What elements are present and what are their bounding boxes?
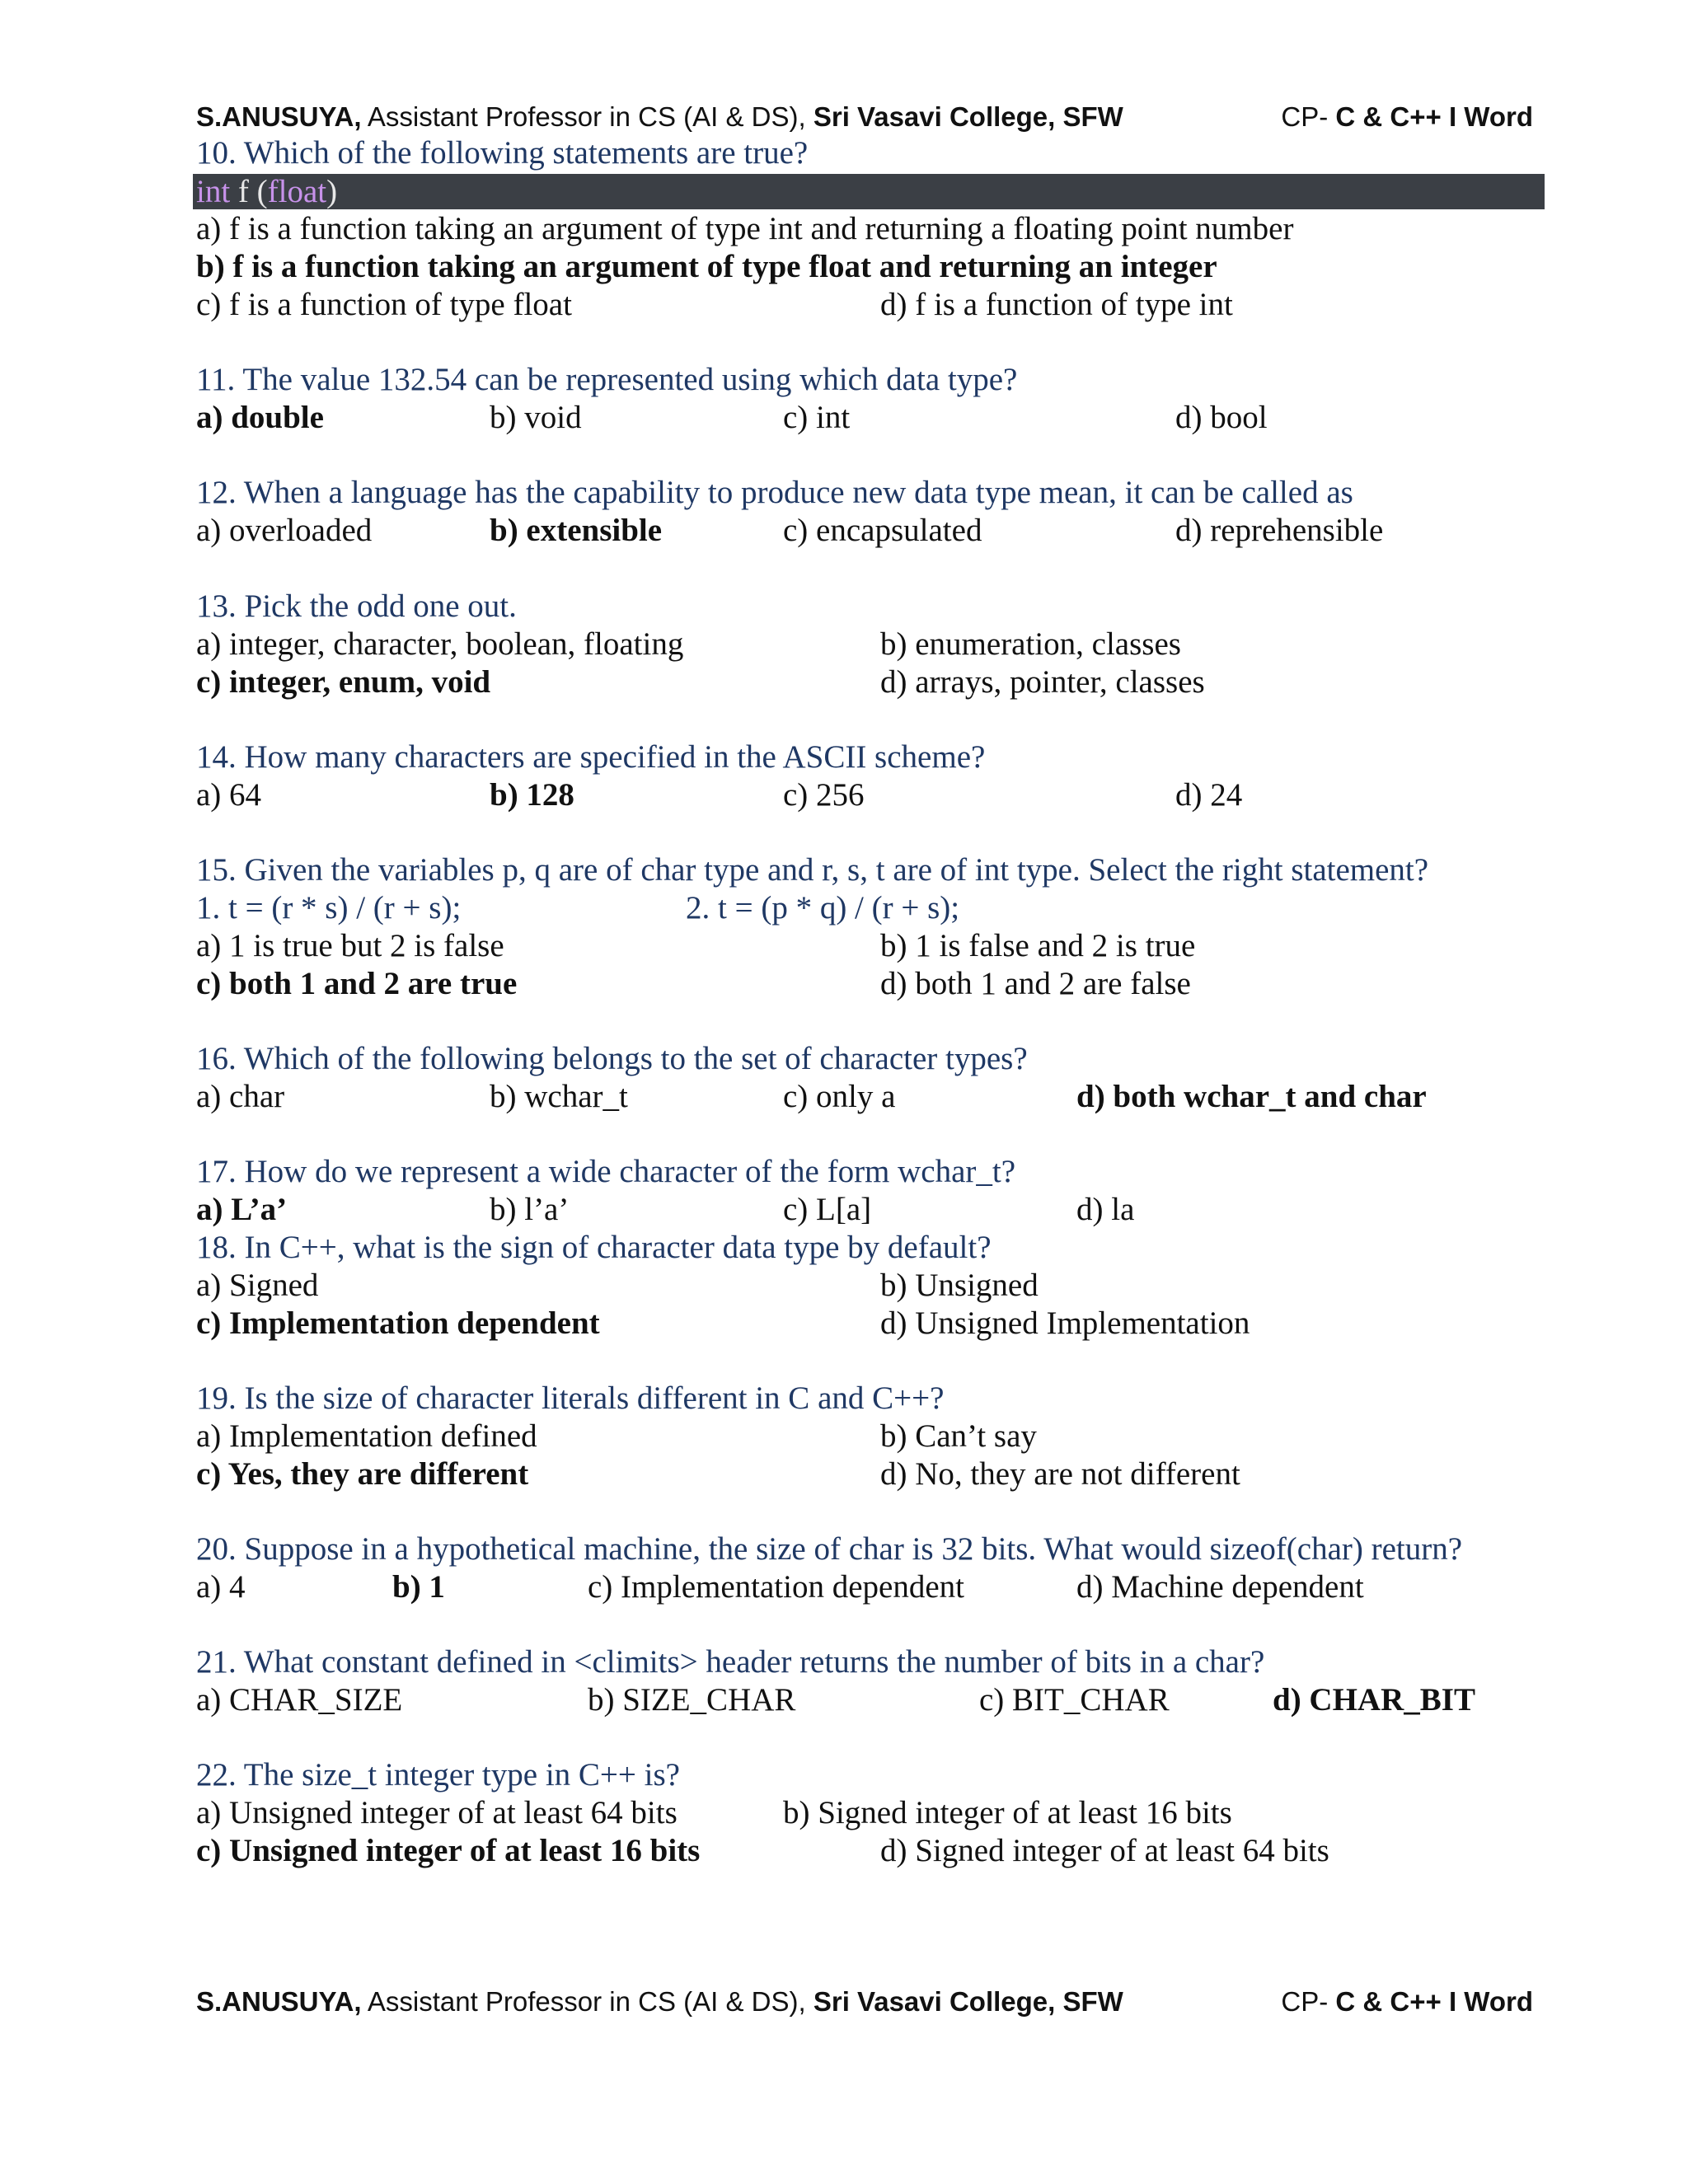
q14-option-c: c) 256 (783, 777, 865, 813)
q21-option-a: a) CHAR_SIZE (196, 1682, 403, 1718)
q20-option-b-answer: b) 1 (392, 1569, 445, 1605)
q18-option-a: a) Signed (196, 1268, 319, 1303)
question-13: 13. Pick the odd one out. (196, 588, 517, 624)
question-11: 11. The value 132.54 can be represented using which data type? (196, 362, 1018, 397)
q19-option-c-answer: c) Yes, they are different (196, 1456, 529, 1492)
q15-option-a: a) 1 is true but 2 is false (196, 928, 504, 963)
footer-right (1281, 1981, 1533, 2022)
q10-option-c: c) f is a function of type float (196, 287, 572, 322)
header-course-prefix: CP- (1281, 101, 1336, 132)
question-21: 21. What constant defined in <climits> header returns the number of bits in a char? (196, 1644, 1265, 1680)
question-14: 14. How many characters are specified in the ASCII scheme? (196, 739, 986, 775)
q22-option-a: a) Unsigned integer of at least 64 bits (196, 1795, 678, 1830)
question-15: 15. Given the variables p, q are of char type and r, s, t are of int type. Select the right statement? (196, 852, 1429, 888)
q18-option-b: b) Unsigned (880, 1268, 1039, 1303)
code-keyword-float: float (267, 174, 327, 209)
q20-option-c: c) Implementation dependent (588, 1569, 964, 1605)
q11-option-c: c) int (783, 400, 851, 435)
code-identifier: f ( (230, 174, 268, 209)
q20-option-d: d) Machine dependent (1076, 1569, 1364, 1605)
q15-statement-2: 2. t = (p * q) / (r + s); (686, 890, 960, 926)
q21-option-c: c) BIT_CHAR (979, 1682, 1170, 1718)
header-left (196, 96, 1123, 138)
question-22: 22. The size_t integer type in C++ is? (196, 1757, 680, 1793)
header-role: Assistant Professor in CS (AI & DS), (361, 101, 814, 132)
q20-option-a: a) 4 (196, 1569, 246, 1605)
q17-option-b: b) l’a’ (490, 1192, 570, 1227)
q13-option-b: b) enumeration, classes (880, 626, 1181, 662)
question-20: 20. Suppose in a hypothetical machine, the size of char is 32 bits. What would sizeof(char) return? (196, 1531, 1463, 1567)
q13-option-c-answer: c) integer, enum, void (196, 664, 491, 700)
q10-option-a: a) f is a function taking an argument of type int and returning a floating point number (196, 211, 1294, 246)
q14-option-a: a) 64 (196, 777, 262, 813)
q18-option-c-answer: c) Implementation dependent (196, 1305, 600, 1341)
q12-option-a: a) overloaded (196, 513, 373, 548)
footer-author: S.ANUSUYA, (196, 1986, 362, 2017)
q12-option-b-answer: b) extensible (490, 513, 663, 548)
q19-option-d: d) No, they are not different (880, 1456, 1240, 1492)
page-header (196, 96, 1533, 138)
q13-option-d: d) arrays, pointer, classes (880, 664, 1205, 700)
code-snippet (193, 174, 1545, 209)
q16-option-a: a) char (196, 1079, 285, 1114)
q15-option-b: b) 1 is false and 2 is true (880, 928, 1196, 963)
q11-option-b: b) void (490, 400, 582, 435)
q16-option-b: b) wchar_t (490, 1079, 628, 1114)
question-17: 17. How do we represent a wide character of the form wchar_t? (196, 1154, 1016, 1189)
footer-role: Assistant Professor in CS (AI & DS), (361, 1986, 814, 2017)
q10-option-b-answer: b) f is a function taking an argument of type float and returning an integer (196, 249, 1217, 284)
q13-option-a: a) integer, character, boolean, floating (196, 626, 684, 662)
q19-option-a: a) Implementation defined (196, 1418, 537, 1454)
q11-option-d: d) bool (1175, 400, 1268, 435)
q14-option-b-answer: b) 128 (490, 777, 574, 813)
footer-left (196, 1981, 1123, 2022)
question-18: 18. In C++, what is the sign of character data type by default? (196, 1230, 992, 1265)
question-19: 19. Is the size of character literals different in C and C++? (196, 1380, 945, 1416)
header-right (1281, 96, 1533, 138)
question-16: 16. Which of the following belongs to the set of character types? (196, 1041, 1028, 1076)
q15-option-c-answer: c) both 1 and 2 are true (196, 966, 518, 1001)
q15-option-d: d) both 1 and 2 are false (880, 966, 1191, 1001)
q16-option-d-answer: d) both wchar_t and char (1076, 1079, 1427, 1114)
q12-option-c: c) encapsulated (783, 513, 982, 548)
footer-course: C & C++ I Word (1335, 1986, 1533, 2017)
q17-option-c: c) L[a] (783, 1192, 872, 1227)
q11-option-a-answer: a) double (196, 400, 324, 435)
header-course: C & C++ I Word (1335, 101, 1533, 132)
footer-course-prefix: CP- (1281, 1986, 1336, 2017)
page-footer (196, 1981, 1533, 2022)
q14-option-d: d) 24 (1175, 777, 1243, 813)
q10-option-d: d) f is a function of type int (880, 287, 1233, 322)
q12-option-d: d) reprehensible (1175, 513, 1384, 548)
question-12: 12. When a language has the capability to produce new data type mean, it can be called as (196, 475, 1353, 510)
q19-option-b: b) Can’t say (880, 1418, 1037, 1454)
header-college: Sri Vasavi College, SFW (813, 101, 1123, 132)
q16-option-c: c) only a (783, 1079, 896, 1114)
question-10: 10. Which of the following statements are true? (196, 135, 809, 171)
footer-college: Sri Vasavi College, SFW (813, 1986, 1123, 2017)
code-close-paren: ) (326, 174, 338, 209)
q22-option-c-answer: c) Unsigned integer of at least 16 bits (196, 1833, 701, 1868)
header-author: S.ANUSUYA, (196, 101, 362, 132)
code-keyword-int: int (196, 174, 231, 209)
q17-option-d: d) la (1076, 1192, 1135, 1227)
q18-option-d: d) Unsigned Implementation (880, 1305, 1250, 1341)
q21-option-d-answer: d) CHAR_BIT (1273, 1682, 1475, 1718)
q21-option-b: b) SIZE_CHAR (588, 1682, 796, 1718)
q22-option-b: b) Signed integer of at least 16 bits (783, 1795, 1232, 1830)
q17-option-a-answer: a) L’a’ (196, 1192, 288, 1227)
q15-statement-1: 1. t = (r * s) / (r + s); (196, 890, 462, 926)
q22-option-d: d) Signed integer of at least 64 bits (880, 1833, 1329, 1868)
